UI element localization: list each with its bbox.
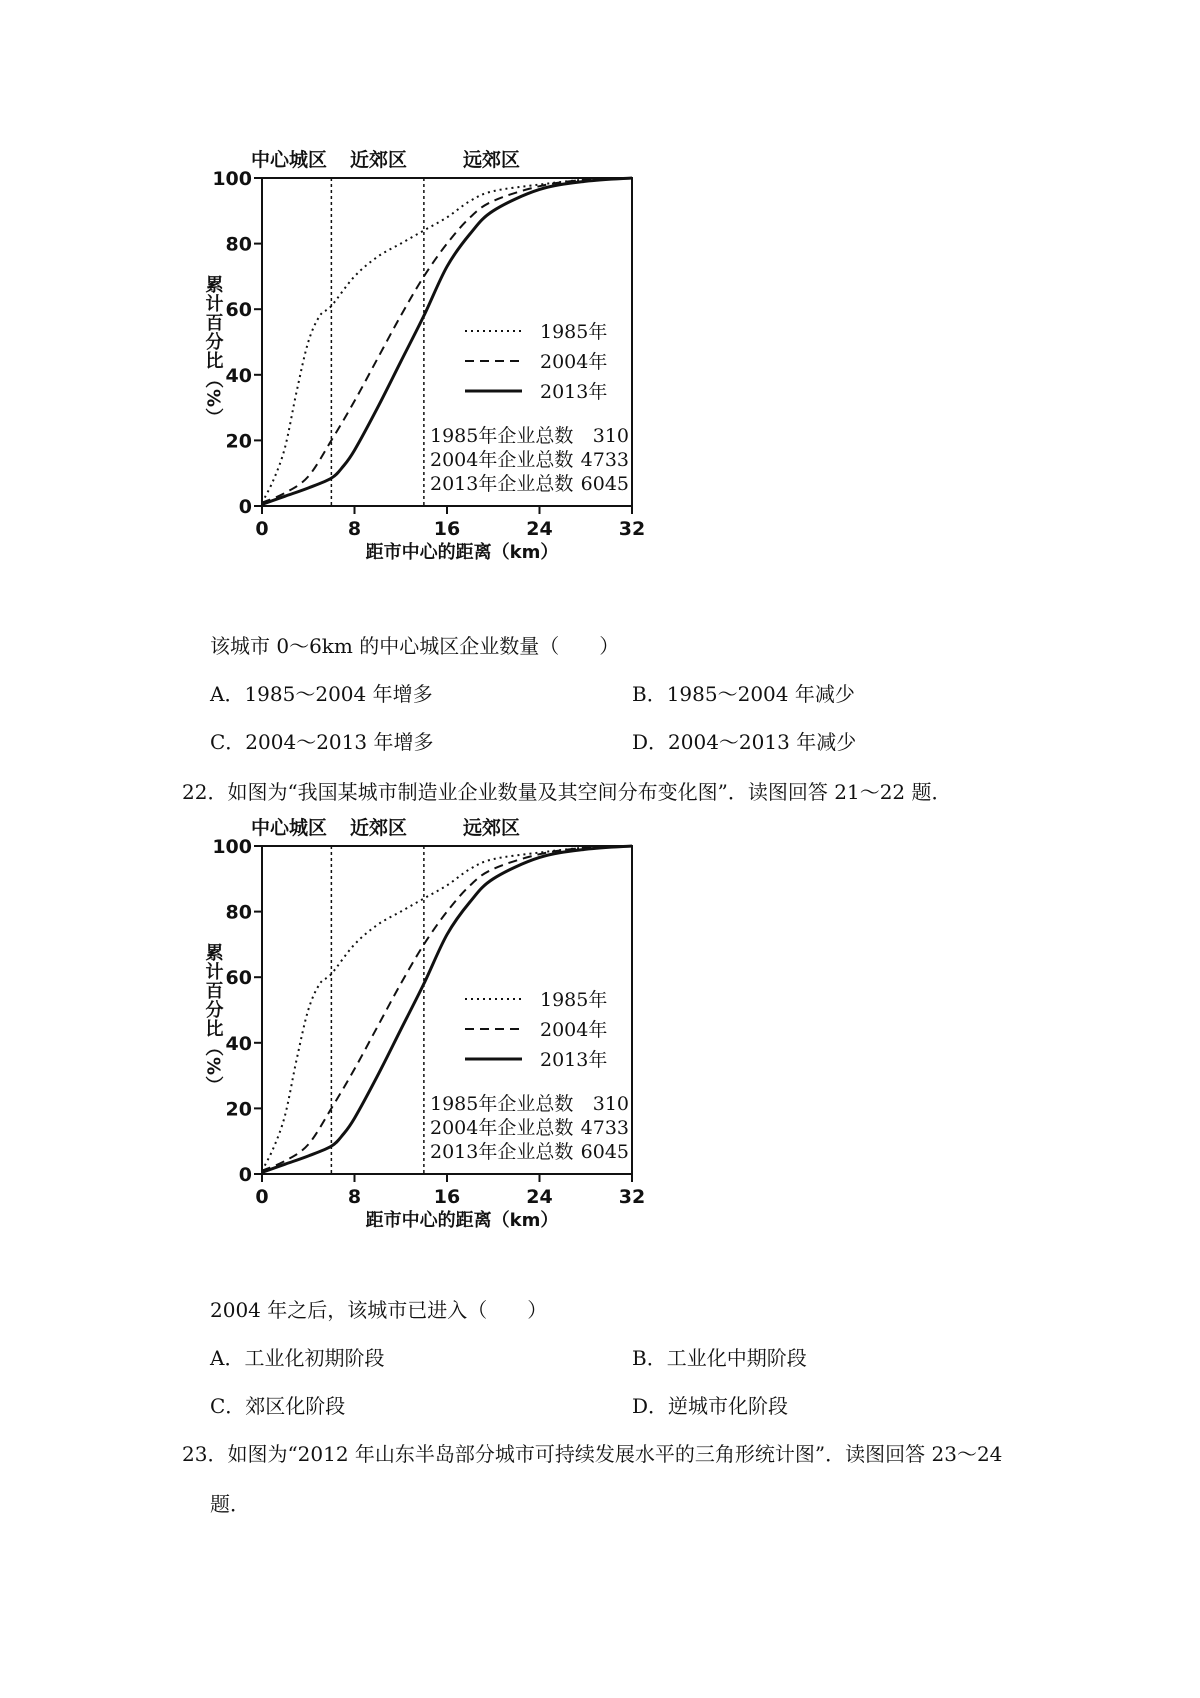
q21-option-b: B．1985～2004 年减少 (632, 682, 855, 706)
q21-option-a: A．1985～2004 年增多 (210, 682, 433, 706)
q22-stem: 2004 年之后，该城市已进入（ ） (210, 1298, 548, 1322)
chart-1-total-label-0: 1985年企业总数 (430, 425, 574, 447)
chart-2-x-tick-label-3: 24 (526, 1186, 553, 1208)
chart-1-zone-label-0: 中心城区 (251, 149, 328, 171)
chart-2-y-tick-label-2: 40 (225, 1032, 252, 1055)
chart-2-zone-label-0: 中心城区 (251, 817, 328, 839)
chart-2-x-tick-label-0: 0 (255, 1186, 269, 1208)
chart-1-x-tick-label-3: 24 (526, 518, 553, 540)
chart-2-zone-label-1: 近郊区 (350, 817, 408, 839)
chart-1-total-value-2: 6045 (580, 473, 629, 495)
chart-2-y-axis-title: 累计百分比（%） (202, 943, 224, 1096)
chart-2-total-value-1: 4733 (580, 1117, 629, 1139)
chart-1-y-tick-label-1: 20 (225, 430, 252, 453)
chart-1-total-label-2: 2013年企业总数 (430, 473, 574, 495)
chart-1-total-value-0: 310 (592, 425, 629, 447)
chart-2-total-label-2: 2013年企业总数 (430, 1141, 574, 1163)
q22-option-c: C．郊区化阶段 (210, 1394, 346, 1418)
chart-2-total-label-0: 1985年企业总数 (430, 1093, 574, 1115)
chart-1-x-tick-label-1: 8 (347, 518, 362, 540)
chart-2-svg (202, 817, 715, 1278)
q23-intro-line1: 23．如图为“2012 年山东半岛部分城市可持续发展水平的三角形统计图”．读图回答 23～24 (182, 1442, 1003, 1466)
chart-1-y-tick-label-5: 100 (212, 168, 252, 190)
chart-1-x-tick-label-4: 32 (618, 518, 646, 540)
q21-option-d: D．2004～2013 年减少 (632, 730, 857, 754)
chart-1-zone-label-2: 远郊区 (463, 149, 521, 171)
chart-1-x-tick-label-2: 16 (433, 518, 461, 540)
chart-2-y-tick-label-1: 20 (225, 1098, 252, 1121)
chart-2-x-tick-label-1: 8 (347, 1186, 362, 1208)
chart-2-y-tick-label-4: 80 (225, 901, 252, 924)
q21-option-c: C．2004～2013 年增多 (210, 730, 434, 754)
q22-option-b: B．工业化中期阶段 (632, 1346, 807, 1370)
chart-2-total-value-2: 6045 (580, 1141, 629, 1163)
chart-2-legend-label-2: 2013年 (540, 1049, 608, 1071)
chart-1-legend-label-2: 2013年 (540, 381, 608, 403)
chart-2-x-tick-label-2: 16 (433, 1186, 461, 1208)
q22-option-a: A．工业化初期阶段 (210, 1346, 385, 1370)
q23-intro-line2: 题． (210, 1492, 250, 1516)
chart-1-y-tick-label-2: 40 (225, 364, 252, 387)
chart-1-y-tick-label-3: 60 (225, 299, 252, 322)
chart-1 (202, 149, 715, 610)
chart-2-y-tick-label-5: 100 (212, 836, 252, 858)
q22-intro: 22．如图为“我国某城市制造业企业数量及其空间分布变化图”．读图回答 21～22 题． (182, 780, 952, 804)
chart-2 (202, 817, 715, 1278)
chart-2-total-label-1: 2004年企业总数 (430, 1117, 574, 1139)
chart-1-x-axis-title: 距市中心的距离（km） (365, 542, 559, 563)
chart-1-y-tick-label-0: 0 (238, 496, 252, 518)
chart-1-total-label-1: 2004年企业总数 (430, 449, 574, 471)
q21-stem: 该城市 0～6km 的中心城区企业数量（ ） (210, 634, 620, 658)
chart-1-y-axis-title: 累计百分比（%） (202, 275, 224, 428)
chart-2-zone-label-2: 远郊区 (463, 817, 521, 839)
chart-1-total-value-1: 4733 (580, 449, 629, 471)
chart-1-x-tick-label-0: 0 (255, 518, 269, 540)
chart-2-legend-label-1: 2004年 (540, 1019, 608, 1041)
chart-1-legend-label-1: 2004年 (540, 351, 608, 373)
chart-1-legend-label-0: 1985年 (540, 321, 608, 343)
q22-option-d: D．逆城市化阶段 (632, 1394, 789, 1418)
chart-2-y-tick-label-0: 0 (238, 1164, 252, 1186)
chart-2-total-value-0: 310 (592, 1093, 629, 1115)
chart-1-zone-label-1: 近郊区 (350, 149, 408, 171)
chart-2-legend-label-0: 1985年 (540, 989, 608, 1011)
chart-1-y-tick-label-4: 80 (225, 233, 252, 256)
chart-2-x-axis-title: 距市中心的距离（km） (365, 1210, 559, 1231)
chart-2-x-tick-label-4: 32 (618, 1186, 646, 1208)
chart-1-svg (202, 149, 715, 610)
chart-2-y-tick-label-3: 60 (225, 967, 252, 990)
